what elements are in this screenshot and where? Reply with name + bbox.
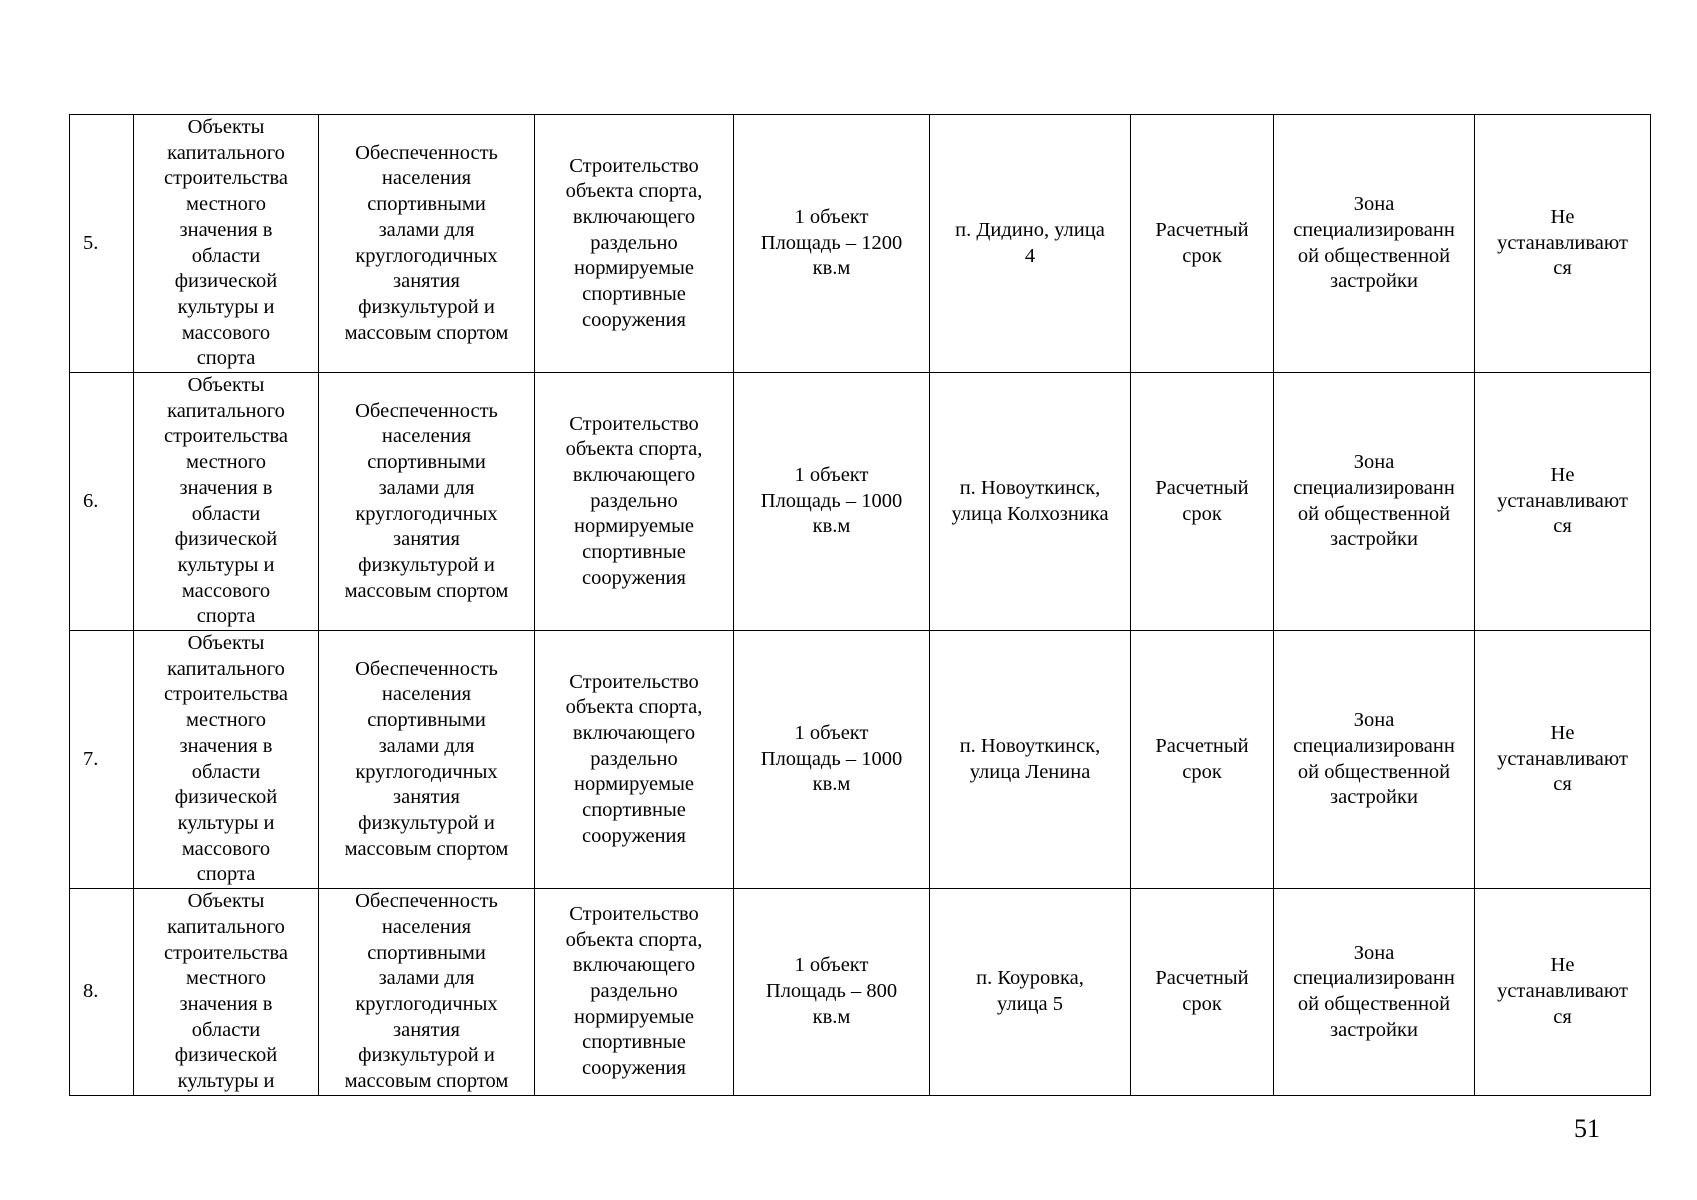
- protection-cell: [1475, 115, 1651, 373]
- zone-text: Зона специализированн ой общественной застройки: [1293, 193, 1455, 293]
- measure-text: Строительство объекта спорта, включающего раздельно нормируемые спортивные сооружения: [565, 154, 703, 331]
- row-number: 7.: [83, 747, 99, 770]
- location-cell: [930, 631, 1131, 889]
- zone-text: Зона специализированн ой общественной застройки: [1293, 709, 1455, 809]
- capacity-cell: [734, 889, 930, 1096]
- protection-cell: [1475, 373, 1651, 631]
- indicator-text: Обеспеченность населения спортивными залами для круглогодичных занятия физкультурой и массовым спортом: [344, 399, 509, 602]
- location-cell: [930, 889, 1131, 1096]
- indicator-cell: [319, 631, 535, 889]
- capacity-text: 1 объект Площадь – 1200 кв.м: [760, 205, 903, 280]
- table-row: [70, 373, 1651, 631]
- capacity-text: 1 объект Площадь – 800 кв.м: [765, 954, 898, 1028]
- capacity-cell: [734, 631, 930, 889]
- row-number-cell: [70, 115, 134, 373]
- table-row: [70, 115, 1651, 373]
- measure-cell: [535, 631, 734, 889]
- term-cell: [1131, 115, 1274, 373]
- table-row: [70, 631, 1651, 889]
- indicator-text: Обеспеченность населения спортивными залами для круглогодичных занятия физкультурой и массовым спортом: [344, 141, 509, 344]
- object-text: Объекты капитального строительства местного значения в области физической культуры и массового спорта: [164, 632, 288, 886]
- term-text: Расчетный срок: [1155, 734, 1249, 783]
- sports-facilities-table: [69, 114, 1651, 1096]
- zone-text: Зона специализированн ой общественной застройки: [1293, 451, 1455, 551]
- row-number-cell: [70, 373, 134, 631]
- protection-cell: [1475, 631, 1651, 889]
- protection-text: Не устанавливают ся: [1497, 954, 1628, 1028]
- zone-cell: [1274, 631, 1475, 889]
- indicator-cell: [319, 115, 535, 373]
- indicator-cell: [319, 373, 535, 631]
- row-number: 5.: [83, 231, 99, 254]
- location-text: п. Дидино, улица 4: [955, 218, 1105, 267]
- object-text: Объекты капитального строительства местного значения в области физической культуры и массового спорта: [164, 374, 288, 628]
- location-text: п. Новоуткинск, улица Ленина: [959, 734, 1101, 783]
- protection-text: Не устанавливают ся: [1497, 205, 1628, 280]
- location-text: п. Новоуткинск, улица Колхозника: [951, 476, 1109, 525]
- row-number: 6.: [83, 489, 99, 512]
- measure-text: Строительство объекта спорта, включающего раздельно нормируемые спортивные сооружения: [565, 670, 703, 847]
- term-cell: [1131, 373, 1274, 631]
- object-cell: [134, 373, 319, 631]
- object-cell: [134, 889, 319, 1096]
- table-row: [70, 889, 1651, 1096]
- location-text: п. Коуровка, улица 5: [976, 967, 1084, 1015]
- page-number: 51: [1574, 1114, 1600, 1143]
- zone-cell: [1274, 889, 1475, 1096]
- object-text: Объекты капитального строительства местного значения в области физической культуры и: [164, 890, 288, 1093]
- measure-text: Строительство объекта спорта, включающего раздельно нормируемые спортивные сооружения: [565, 412, 703, 589]
- term-cell: [1131, 631, 1274, 889]
- capacity-text: 1 объект Площадь – 1000 кв.м: [760, 722, 903, 796]
- zone-text: Зона специализированн ой общественной застройки: [1293, 941, 1455, 1041]
- measure-cell: [535, 889, 734, 1096]
- indicator-cell: [319, 889, 535, 1096]
- capacity-text: 1 объект Площадь – 1000 кв.м: [760, 463, 903, 538]
- row-number-cell: [70, 631, 134, 889]
- object-cell: [134, 115, 319, 373]
- row-number-cell: [70, 889, 134, 1096]
- zone-cell: [1274, 373, 1475, 631]
- measure-cell: [535, 373, 734, 631]
- object-cell: [134, 631, 319, 889]
- indicator-text: Обеспеченность населения спортивными залами для круглогодичных занятия физкультурой и массовым спортом: [344, 890, 509, 1093]
- protection-text: Не устанавливают ся: [1497, 463, 1628, 538]
- capacity-cell: [734, 115, 930, 373]
- term-text: Расчетный срок: [1155, 476, 1249, 525]
- location-cell: [930, 115, 1131, 373]
- location-cell: [930, 373, 1131, 631]
- protection-text: Не устанавливают ся: [1497, 722, 1628, 796]
- term-cell: [1131, 889, 1274, 1096]
- term-text: Расчетный срок: [1155, 967, 1249, 1015]
- indicator-text: Обеспеченность населения спортивными залами для круглогодичных занятия физкультурой и массовым спортом: [344, 657, 509, 860]
- object-text: Объекты капитального строительства местного значения в области физической культуры и массового спорта: [164, 116, 288, 370]
- measure-text: Строительство объекта спорта, включающего раздельно нормируемые спортивные сооружения: [565, 902, 703, 1080]
- capacity-cell: [734, 373, 930, 631]
- row-number: 8.: [83, 980, 99, 1003]
- protection-cell: [1475, 889, 1651, 1096]
- term-text: Расчетный срок: [1155, 218, 1249, 267]
- measure-cell: [535, 115, 734, 373]
- zone-cell: [1274, 115, 1475, 373]
